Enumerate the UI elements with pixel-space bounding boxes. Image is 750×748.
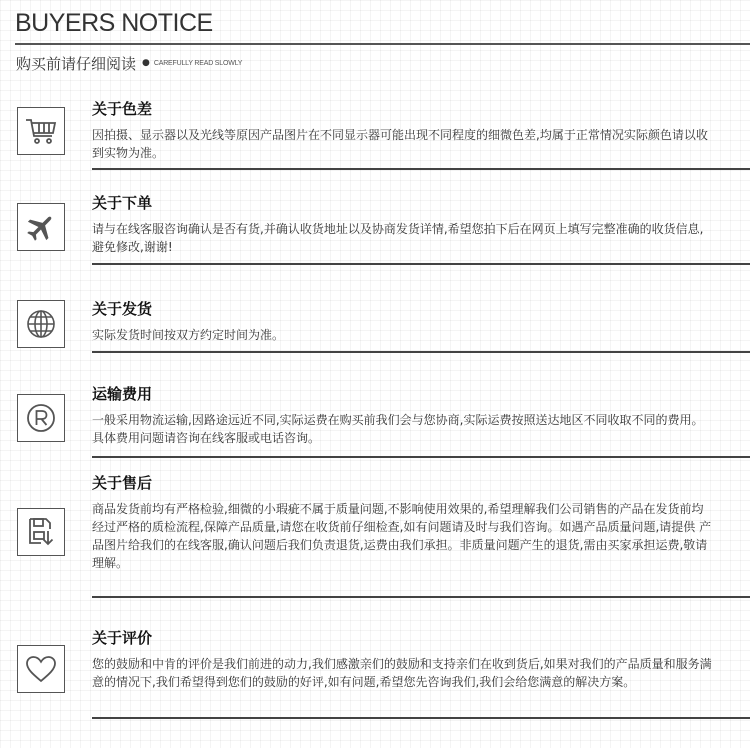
download-box-icon <box>24 515 58 549</box>
section-text: 实际发货时间按双方约定时间为准。 <box>92 328 285 342</box>
section-divider <box>92 717 750 719</box>
heart-icon <box>24 654 58 684</box>
bullet-dot: ● <box>142 58 150 68</box>
heading-divider <box>15 43 750 45</box>
section-title: 关于评价 <box>92 629 153 647</box>
icon-frame <box>17 645 65 693</box>
section-text: 商品发货前均有严格检验,细微的小瑕疵不属于质量问题,不影响使用效果的,希望理解我们公司销售的产品在发货前均经过严格的质检流程,保障产品质量,请您在收货前仔细检查,如有问题请及时与我们咨询。如遇产品质量问题,请提供 产品图片给我们的在线客服,确认问题后我们负责退货,运费由我们承担。非质量问题产生的退货,需由买家承担运费,敬请理解。 <box>92 502 712 570</box>
registered-mark-icon <box>25 402 57 434</box>
section-divider <box>92 351 750 353</box>
section-title: 关于色差 <box>92 100 153 118</box>
icon-frame <box>17 394 65 442</box>
sub-heading-english: CAREFULLY READ SLOWLY <box>153 59 243 67</box>
icon-frame <box>17 107 65 155</box>
section-divider <box>92 456 750 458</box>
section-title: 关于售后 <box>92 474 153 492</box>
section-divider <box>92 168 750 170</box>
section-divider <box>92 263 750 265</box>
section-title: 运输费用 <box>92 385 153 403</box>
icon-frame <box>17 300 65 348</box>
globe-icon <box>25 308 57 340</box>
sub-heading-chinese: 购买前请仔细阅读 <box>16 54 137 73</box>
section-divider <box>92 596 750 598</box>
icon-frame <box>17 508 65 556</box>
section-text: 一般采用物流运输,因路途远近不同,实际运费在购买前我们会与您协商,实际运费按照送达地区不同收取不同的费用。具体费用问题请咨询在线客服或电话咨询。 <box>92 413 704 445</box>
airplane-icon <box>25 211 57 243</box>
shopping-cart-icon <box>24 116 58 146</box>
page-heading: BUYERS NOTICE <box>15 9 213 37</box>
section-title: 关于下单 <box>92 194 153 212</box>
section-text: 因拍摄、显示器以及光线等原因产品图片在不同显示器可能出现不同程度的细微色差,均属于正常情况实际颜色请以收到实物为准。 <box>92 128 708 160</box>
section-text: 您的鼓励和中肯的评价是我们前进的动力,我们感激亲们的鼓励和支持亲们在收到货后,如果对我们的产品质量和服务满意的情况下,我们希望得到您们的鼓励的好评,如有问题,希望您先咨询我们,我们会给您满意的解决方案。 <box>92 657 712 689</box>
section-text: 请与在线客服咨询确认是否有货,并确认收货地址以及协商发货详情,希望您拍下后在网页上填写完整准确的收货信息,避免修改,谢谢! <box>92 222 704 254</box>
section-title: 关于发货 <box>92 300 153 318</box>
icon-frame <box>17 203 65 251</box>
sub-heading <box>16 53 242 73</box>
